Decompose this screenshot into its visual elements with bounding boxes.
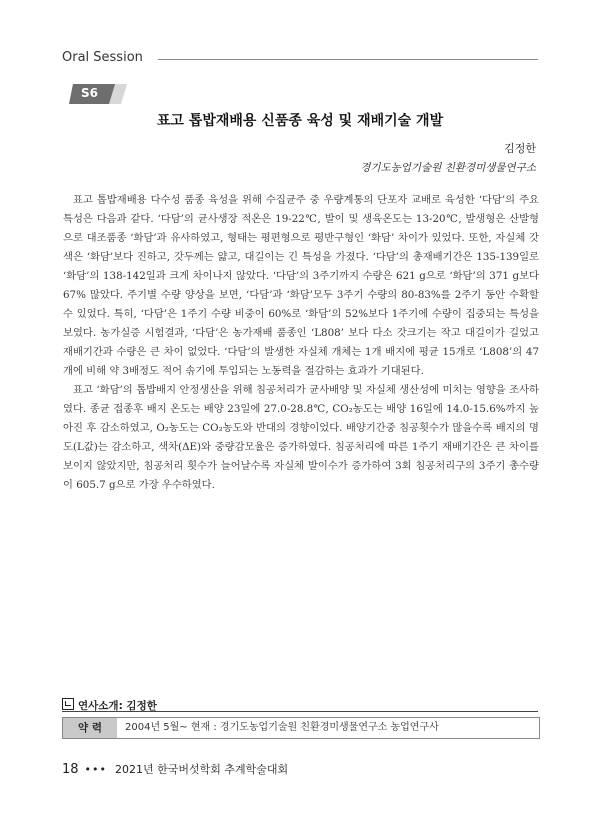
- session-label: Oral Session: [62, 50, 143, 65]
- footer-dots: •••: [84, 763, 108, 776]
- bio-row: [62, 717, 540, 739]
- header-divider: [158, 59, 538, 60]
- session-badge: [69, 84, 127, 104]
- author-affiliation: 경기도농업기술원 친환경미생물연구소: [360, 162, 536, 174]
- abstract-paragraph: 표고 ‘화담’의 톱밥배지 안정생산을 위해 침공처리가 균사배양 및 자실체 생산성에 미치는 영향을 조사하였다. 종균 접종후 배지 온도는 배양 23일에 27.0-28.8℃, CO₂농도는 배양 16일에 14.0-15.6%까지 높아진 후 감소하였고, O₂농도는 CO₂농도와 반대의 경향이었다. 배양기간중 침공횟수가 많을수록 배지의 명도(L값)는 감소하고, 색차(ΔE)와 중량감모율은 증가하였다. 침공처리에 따른 1주기 재배기간은 큰 차이를 보이지 않았지만, 침공처리 횟수가 늘어날수록 자실체 발이수가 증가하여 3회 침공처리구의 3주기 총수량이 605.7 g으로 가장 우수하였다.: [63, 384, 539, 491]
- session-header: [62, 50, 538, 68]
- author-name: 김정한: [504, 142, 536, 155]
- abstract-paragraph: 표고 톱밥재배용 다수성 품종 육성을 위해 수집균주 중 우량계통의 단포자 교배로 육성한 ‘다담’의 주요 특성은 다음과 같다. ‘다담’의 균사생장 적온은 19-22℃, 발이 및 생육온도는 13-20℃, 발생형은 산발형으로 대조품종 ‘화담’과 유사하였고, 형태는 평편형으로 평반구형인 ‘화담’ 차이가 있었다. 또한, 자실체 갓색은 ‘화담’보다 진하고, 갓두께는 얇고, 대길이는 긴 특성을 가졌다. ‘다담’의 총재배기간은 135-139일로 ‘화담’의 138-142일과 크게 차이나지 않았다. ‘다담’의 3주기까지 수량은 621 g으로 ‘화담’의 371 g보다 67% 많았다. 주기별 수량 양상을 보면, ‘다담’과 ‘화담’모두 3주기 수량의 80-83%를 2주기 동안 수확할 수 있었다. 특히, ‘다담’은 1주기 수량 비중이 60%로 ‘화담’의 52%보다 1주기에 수량이 집중되는 특성을 보였다. 농가실증 시험결과, ‘다담’은 농가재배 품종인 ‘L808’ 보다 다소 갓크기는 작고 대길이가 길었고 재배기간과 수량은 큰 차이 없었다. ‘다담’의 발생한 자실체 개체는 1개 배지에 평균 15개로 ‘L808’의 47개에 비해 약 3배정도 적어 솎기에 투입되는 노동력을 절감하는 효과가 기대된다.: [63, 194, 539, 377]
- bio-divider: [62, 711, 538, 712]
- event-name: 2021년 한국버섯학회 추계학술대회: [115, 763, 289, 776]
- badge-label: S6: [81, 86, 98, 100]
- abstract-body: [63, 191, 539, 495]
- badge-shape: [69, 84, 127, 104]
- bio-value: 2004년 5월~ 현재 : 경기도농업기술원 친환경미생물연구소 농업연구사: [125, 722, 439, 733]
- page-footer: [62, 761, 288, 777]
- arrow-icon: [62, 698, 74, 710]
- bio-heading-text: 연사소개: 김정한: [78, 700, 157, 712]
- paper-title: 표고 톱밥재배용 신품종 육성 및 재배기술 개발: [156, 113, 444, 129]
- page-number: 18: [62, 762, 79, 777]
- bio-label: 약 력: [63, 718, 117, 738]
